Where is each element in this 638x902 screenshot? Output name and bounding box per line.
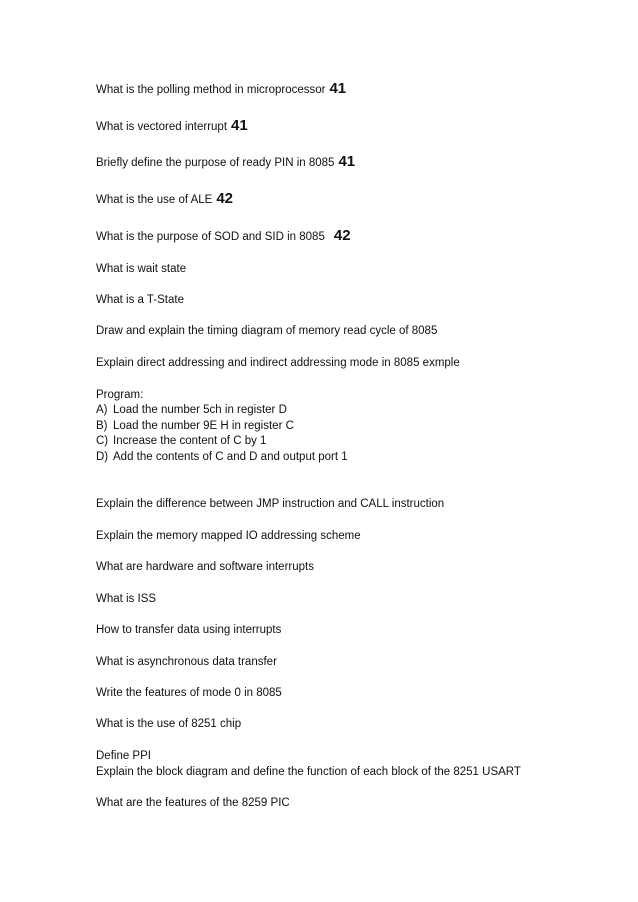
item-text: Add the contents of C and D and output port 1 xyxy=(113,451,348,463)
question-text: What is the polling method in microprocessor xyxy=(96,84,326,96)
question-text: What is vectored interrupt xyxy=(96,121,228,133)
question-hw-sw-interrupts: What are hardware and software interrupts xyxy=(96,561,314,573)
question-addressing-mode: Explain direct addressing and indirect addressing mode in 8085 exmple xyxy=(96,357,460,369)
question-timing-diagram: Draw and explain the timing diagram of memory read cycle of 8085 xyxy=(96,325,438,337)
question-ready-pin xyxy=(96,155,355,170)
question-jmp-call: Explain the difference between JMP instruction and CALL instruction xyxy=(96,498,445,510)
item-letter: C) xyxy=(96,435,109,447)
question-8251-block-diagram: Explain the block diagram and define the function of each block of the 8251 USART xyxy=(96,766,521,778)
question-ale xyxy=(96,192,233,207)
program-item xyxy=(96,419,294,433)
program-item xyxy=(96,403,287,417)
question-vectored-interrupt xyxy=(96,119,248,134)
question-sod-sid xyxy=(96,229,351,244)
item-letter: B) xyxy=(96,420,108,432)
page-reference: 41 xyxy=(231,117,248,134)
question-text: Briefly define the purpose of ready PIN in 8085 xyxy=(96,157,335,169)
question-define-ppi: Define PPI xyxy=(96,750,151,762)
question-iss: What is ISS xyxy=(96,593,157,605)
page-reference: 41 xyxy=(329,80,347,97)
item-letter: D) xyxy=(96,451,109,463)
question-t-state: What is a T-State xyxy=(96,294,184,306)
question-text: What is the purpose of SOD and SID in 8085 xyxy=(96,231,325,243)
page-reference: 42 xyxy=(216,190,234,207)
question-mode-0: Write the features of mode 0 in 8085 xyxy=(96,687,282,699)
page-reference: 41 xyxy=(338,153,356,170)
item-letter: A) xyxy=(96,404,108,416)
page-reference: 42 xyxy=(333,227,351,244)
question-memory-mapped-io: Explain the memory mapped IO addressing scheme xyxy=(96,530,361,542)
program-heading: Program: xyxy=(96,389,144,401)
program-item xyxy=(96,450,348,464)
question-8251-use: What is the use of 8251 chip xyxy=(96,718,242,730)
question-8259-features: What are the features of the 8259 PIC xyxy=(96,797,290,809)
question-transfer-interrupts: How to transfer data using interrupts xyxy=(96,624,282,636)
program-item xyxy=(96,434,266,448)
question-polling-method xyxy=(96,82,346,97)
question-text: What is the use of ALE xyxy=(96,194,213,206)
item-text: Load the number 5ch in register D xyxy=(113,404,287,416)
item-text: Load the number 9E H in register C xyxy=(113,420,294,432)
question-wait-state: What is wait state xyxy=(96,263,187,275)
question-async-transfer: What is asynchronous data transfer xyxy=(96,656,277,668)
item-text: Increase the content of C by 1 xyxy=(113,435,267,447)
